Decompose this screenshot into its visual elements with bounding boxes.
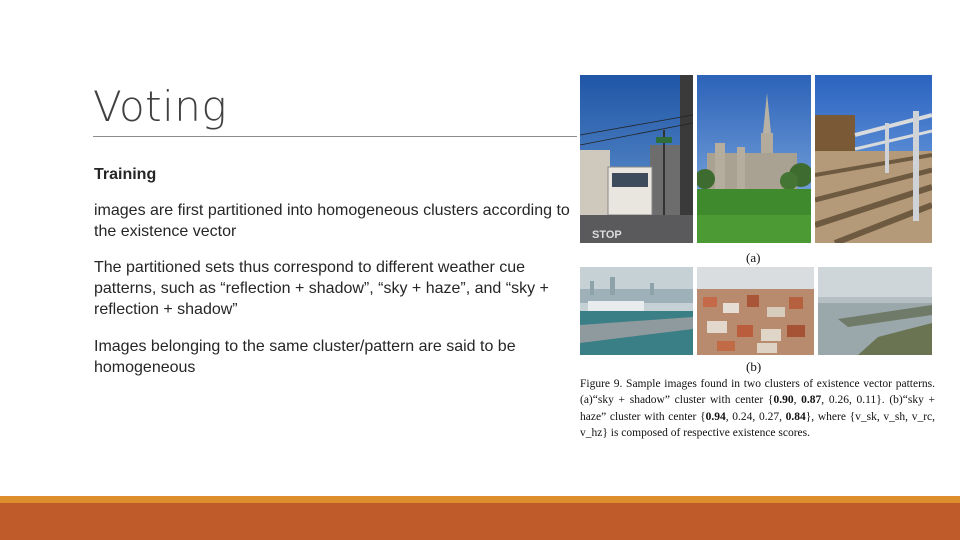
photo-boardwalk xyxy=(815,75,932,243)
photo-harbor-haze xyxy=(580,267,693,355)
figure-label-a: (a) xyxy=(746,250,761,265)
slide-title: Voting xyxy=(93,82,228,131)
photo-city-rooftops xyxy=(697,267,814,355)
title-divider xyxy=(93,136,577,137)
caption-a-bold-1: 0.90 xyxy=(773,394,794,407)
caption-b-bold-1: 0.94 xyxy=(705,410,726,423)
caption-sep: , xyxy=(793,394,802,407)
bullet-paragraph-1: images are first partitioned into homogeneous clusters according to the existence vector xyxy=(94,202,570,240)
section-heading: Training xyxy=(94,166,157,183)
caption-a-bold-2: 0.87 xyxy=(801,394,822,407)
caption-b-rest: , 0.24, 0.27, xyxy=(725,410,786,423)
caption-b-bold-2: 0.84 xyxy=(785,410,806,423)
figure-label-b: (b) xyxy=(746,359,762,374)
figure-caption xyxy=(580,376,935,441)
photo-coast-haze xyxy=(818,267,932,355)
bullet-paragraph-2: The partitioned sets thus correspond to different weather cue patterns, such as “reflection + shadow”, “sky + haze”, and “sky + reflection + shadow” xyxy=(94,259,549,318)
footer-band xyxy=(0,503,960,540)
caption-tail: }, where {v_sk, v_sh, v_rc, v_hz} is composed of respective existence scores. xyxy=(580,410,935,439)
photo-cathedral xyxy=(697,75,811,243)
photo-street-bus xyxy=(580,75,693,243)
footer-accent-bar xyxy=(0,496,960,503)
svg-text:STOP: STOP xyxy=(592,229,622,241)
bullet-paragraph-3: Images belonging to the same cluster/pattern are said to be homogeneous xyxy=(94,338,516,376)
caption-a-rest: , 0.26, 0.11}. (b)“sky + haze” cluster with center { xyxy=(580,394,936,423)
caption-lead: Figure 9. Sample images found in two clusters of existence vector patterns. (a)“sky + shadow” cluster with center { xyxy=(580,378,935,407)
